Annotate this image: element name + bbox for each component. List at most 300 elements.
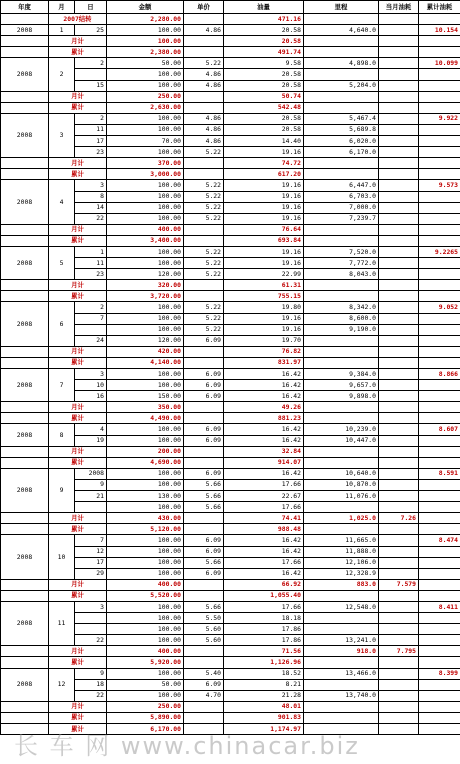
year-cell: 2008: [1, 601, 49, 645]
month-cell: 12: [49, 668, 75, 701]
day-cell: 29: [75, 568, 107, 579]
monthly-consumption-cell: [379, 113, 419, 124]
cumulative-consumption-cell: [419, 124, 460, 135]
year-cell: 2008: [1, 25, 49, 36]
empty-cell: [184, 513, 224, 524]
daily-row: [1, 58, 460, 69]
cumulative-amount: 2,380.00: [107, 47, 184, 58]
header-fuel: 油量: [224, 1, 304, 14]
fuel-cell: 16.42: [224, 369, 304, 380]
day-cell: [75, 624, 107, 635]
month-total-label: 月计: [49, 158, 107, 169]
mileage-cell: 12,106.0: [304, 557, 379, 568]
fuel-cell: 19.16: [224, 202, 304, 213]
empty-cell: [184, 590, 224, 601]
month-total-amount: 420.00: [107, 346, 184, 357]
cumulative-consumption-cell: [419, 269, 460, 280]
month-cell: 1: [49, 25, 75, 36]
header-year: 年度: [1, 1, 49, 14]
year-cell: 2008: [1, 535, 49, 579]
monthly-consumption-cell: [379, 58, 419, 69]
empty-cell: [184, 446, 224, 457]
empty-cell: [184, 169, 224, 180]
empty-cell: [1, 357, 49, 368]
amount-cell: 100.00: [107, 435, 184, 446]
month-consumption-value: [379, 346, 419, 357]
mileage-cell: 6,020.0: [304, 136, 379, 147]
empty-cell: [184, 291, 224, 302]
daily-row: [1, 25, 460, 36]
month-consumption-value: 7.26: [379, 513, 419, 524]
unit-price-cell: 5.60: [184, 624, 224, 635]
cumulative-row: [1, 413, 460, 424]
cumulative-label: 累计: [49, 47, 107, 58]
cumulative-fuel: 491.74: [224, 47, 304, 58]
fuel-cell: 20.58: [224, 80, 304, 91]
fuel-cell: 16.42: [224, 468, 304, 479]
header-month: 月: [49, 1, 75, 14]
empty-cell: [419, 91, 460, 102]
amount-cell: 100.00: [107, 302, 184, 313]
amount-cell: 100.00: [107, 380, 184, 391]
cumulative-consumption-value: 8.474: [419, 535, 460, 546]
empty-cell: [1, 724, 49, 735]
amount-cell: 50.00: [107, 679, 184, 690]
month-total-label: 月计: [49, 402, 107, 413]
empty-cell: [379, 657, 419, 668]
daily-row: [1, 535, 460, 546]
cumulative-consumption-cell: [419, 335, 460, 346]
cumulative-row: [1, 357, 460, 368]
cumulative-row: [1, 47, 460, 58]
amount-cell: 100.00: [107, 613, 184, 624]
cumulative-label: 累计: [49, 169, 107, 180]
mileage-cell: 8,043.0: [304, 269, 379, 280]
cumulative-consumption-value: 9.922: [419, 113, 460, 124]
day-cell: 12: [75, 546, 107, 557]
month-total-label: 月计: [49, 280, 107, 291]
empty-cell: [184, 357, 224, 368]
amount-cell: 100.00: [107, 690, 184, 701]
empty-cell: [379, 590, 419, 601]
fuel-cell: 19.16: [224, 324, 304, 335]
cumulative-label: 累计: [49, 457, 107, 468]
month-total-fuel: 48.01: [224, 701, 304, 712]
unit-price-cell: 5.60: [184, 635, 224, 646]
cumulative-amount: 3,000.00: [107, 169, 184, 180]
unit-price-cell: 5.66: [184, 601, 224, 612]
empty-cell: [1, 446, 49, 457]
header-row: [1, 1, 460, 14]
unit-price-cell: 5.22: [184, 58, 224, 69]
monthly-consumption-cell: [379, 635, 419, 646]
day-cell: 17: [75, 136, 107, 147]
mileage-cell: 6,447.0: [304, 180, 379, 191]
month-cell: 3: [49, 113, 75, 157]
cumulative-consumption-cell: [419, 136, 460, 147]
amount-cell: 100.00: [107, 313, 184, 324]
fuel-cell: 16.42: [224, 435, 304, 446]
day-cell: 17: [75, 557, 107, 568]
amount-cell: 100.00: [107, 479, 184, 490]
day-cell: 2: [75, 302, 107, 313]
month-consumption-value: [379, 224, 419, 235]
empty-cell: [304, 457, 379, 468]
mileage-cell: 6,703.0: [304, 191, 379, 202]
amount-cell: 100.00: [107, 180, 184, 191]
empty-cell: [1, 36, 49, 47]
monthly-consumption-cell: [379, 147, 419, 158]
month-consumption-value: [379, 36, 419, 47]
year-cell: 2008: [1, 369, 49, 402]
mileage-cell: 8,342.0: [304, 302, 379, 313]
cumulative-consumption-value: 8.607: [419, 424, 460, 435]
amount-cell: 100.00: [107, 213, 184, 224]
cumulative-consumption-cell: [419, 613, 460, 624]
month-total-label: 月计: [49, 701, 107, 712]
fuel-cell: 20.58: [224, 113, 304, 124]
month-total-fuel: 74.72: [224, 158, 304, 169]
mileage-cell: 13,466.0: [304, 668, 379, 679]
month-consumption-value: [379, 91, 419, 102]
cumulative-amount: 5,890.00: [107, 712, 184, 723]
carry-empty: [184, 14, 224, 25]
empty-cell: [1, 47, 49, 58]
mileage-cell: 8,600.0: [304, 313, 379, 324]
unit-price-cell: 6.09: [184, 568, 224, 579]
daily-row: [1, 468, 460, 479]
monthly-consumption-cell: [379, 568, 419, 579]
mileage-cell: 4,898.0: [304, 58, 379, 69]
cumulative-fuel: 755.15: [224, 291, 304, 302]
empty-cell: [379, 235, 419, 246]
empty-cell: [1, 346, 49, 357]
empty-cell: [184, 235, 224, 246]
cumulative-label: 累计: [49, 291, 107, 302]
unit-price-cell: 6.09: [184, 679, 224, 690]
month-consumption-value: [379, 402, 419, 413]
cumulative-label: 累计: [49, 590, 107, 601]
empty-cell: [1, 291, 49, 302]
empty-cell: [184, 579, 224, 590]
unit-price-cell: 6.09: [184, 535, 224, 546]
cumulative-consumption-value: 10.099: [419, 58, 460, 69]
month-cell: 9: [49, 468, 75, 512]
empty-cell: [419, 590, 460, 601]
day-cell: 2: [75, 113, 107, 124]
mileage-cell: 9,384.0: [304, 369, 379, 380]
month-total-row: [1, 579, 460, 590]
cumulative-fuel: 914.07: [224, 457, 304, 468]
empty-cell: [419, 457, 460, 468]
daily-row: [1, 369, 460, 380]
fuel-cell: 20.58: [224, 124, 304, 135]
empty-cell: [419, 357, 460, 368]
monthly-consumption-cell: [379, 601, 419, 612]
amount-cell: 100.00: [107, 69, 184, 80]
monthly-consumption-cell: [379, 491, 419, 502]
cumulative-consumption-cell: [419, 380, 460, 391]
empty-cell: [184, 457, 224, 468]
day-cell: 22: [75, 635, 107, 646]
month-total-row: [1, 224, 460, 235]
fuel-cell: 18.52: [224, 668, 304, 679]
day-cell: 1: [75, 246, 107, 257]
empty-cell: [184, 102, 224, 113]
day-cell: 15: [75, 80, 107, 91]
cumulative-consumption-cell: [419, 80, 460, 91]
month-total-row: [1, 36, 460, 47]
year-cell: 2008: [1, 424, 49, 446]
amount-cell: 100.00: [107, 502, 184, 513]
fuel-cell: 16.42: [224, 380, 304, 391]
month-total-label: 月计: [49, 346, 107, 357]
cumulative-amount: 4,490.00: [107, 413, 184, 424]
cumulative-amount: 3,400.00: [107, 235, 184, 246]
month-total-row: [1, 446, 460, 457]
header-cumulative-consumption: 累计油耗: [419, 1, 460, 14]
cumulative-row: [1, 457, 460, 468]
month-consumption-value: [379, 280, 419, 291]
monthly-consumption-cell: [379, 391, 419, 402]
month-total-row: [1, 91, 460, 102]
amount-cell: 70.00: [107, 136, 184, 147]
fuel-cell: 16.42: [224, 391, 304, 402]
day-cell: 7: [75, 313, 107, 324]
monthly-consumption-cell: [379, 180, 419, 191]
empty-cell: [379, 712, 419, 723]
fuel-cell: 17.86: [224, 635, 304, 646]
cumulative-consumption-cell: [419, 679, 460, 690]
day-cell: 3: [75, 601, 107, 612]
empty-cell: [419, 701, 460, 712]
carry-empty: [1, 14, 49, 25]
mileage-cell: 7,000.0: [304, 202, 379, 213]
amount-cell: 100.00: [107, 369, 184, 380]
month-total-fuel: 50.74: [224, 91, 304, 102]
unit-price-cell: 5.66: [184, 557, 224, 568]
month-total-row: [1, 513, 460, 524]
monthly-consumption-cell: [379, 435, 419, 446]
mileage-cell: 10,239.0: [304, 424, 379, 435]
cumulative-consumption-cell: [419, 624, 460, 635]
carry-empty: [379, 14, 419, 25]
amount-cell: 100.00: [107, 624, 184, 635]
unit-price-cell: 4.86: [184, 25, 224, 36]
month-total-label: 月计: [49, 646, 107, 657]
monthly-consumption-cell: [379, 69, 419, 80]
carry-amount: 2,280.00: [107, 14, 184, 25]
empty-cell: [304, 102, 379, 113]
mileage-cell: [304, 69, 379, 80]
fuel-cell: 16.42: [224, 546, 304, 557]
month-total-label: 月计: [49, 513, 107, 524]
mileage-cell: 5,467.4: [304, 113, 379, 124]
month-cell: 10: [49, 535, 75, 579]
fuel-cell: 17.86: [224, 624, 304, 635]
month-total-row: [1, 346, 460, 357]
extra-total-amount: 6,170.00: [107, 724, 184, 735]
cumulative-consumption-cell: [419, 191, 460, 202]
carry-empty: [419, 14, 460, 25]
cumulative-row: [1, 291, 460, 302]
cumulative-amount: 5,520.00: [107, 590, 184, 601]
cumulative-row: [1, 712, 460, 723]
month-total-amount: 430.00: [107, 513, 184, 524]
unit-price-cell: 4.86: [184, 136, 224, 147]
amount-cell: 50.00: [107, 58, 184, 69]
table-header: [1, 1, 460, 14]
cumulative-consumption-cell: [419, 147, 460, 158]
daily-row: [1, 113, 460, 124]
cumulative-label: 累计: [49, 235, 107, 246]
unit-price-cell: 4.86: [184, 80, 224, 91]
month-total-fuel: 71.56: [224, 646, 304, 657]
day-cell: 18: [75, 679, 107, 690]
day-cell: 3: [75, 369, 107, 380]
empty-cell: [184, 47, 224, 58]
cumulative-label: 累计: [49, 413, 107, 424]
empty-cell: [304, 235, 379, 246]
month-total-amount: 200.00: [107, 446, 184, 457]
cumulative-consumption-cell: [419, 202, 460, 213]
empty-cell: [379, 291, 419, 302]
header-monthly-consumption: 当月油耗: [379, 1, 419, 14]
year-cell: 2008: [1, 58, 49, 91]
mileage-cell: 9,657.0: [304, 380, 379, 391]
empty-cell: [184, 701, 224, 712]
month-total-mileage: [304, 346, 379, 357]
month-total-mileage: [304, 91, 379, 102]
month-total-row: [1, 158, 460, 169]
empty-cell: [184, 724, 224, 735]
monthly-consumption-cell: [379, 535, 419, 546]
cumulative-consumption-cell: [419, 479, 460, 490]
month-cell: 5: [49, 246, 75, 279]
month-total-mileage: [304, 158, 379, 169]
empty-cell: [379, 169, 419, 180]
empty-cell: [184, 646, 224, 657]
cumulative-consumption-cell: [419, 435, 460, 446]
empty-cell: [304, 413, 379, 424]
empty-cell: [1, 158, 49, 169]
fuel-cell: 14.40: [224, 136, 304, 147]
empty-cell: [419, 158, 460, 169]
month-total-mileage: [304, 36, 379, 47]
mileage-cell: 5,204.0: [304, 80, 379, 91]
empty-cell: [184, 224, 224, 235]
empty-cell: [184, 524, 224, 535]
day-cell: 11: [75, 124, 107, 135]
cumulative-consumption-value: 9.2265: [419, 246, 460, 257]
unit-price-cell: 4.86: [184, 124, 224, 135]
mileage-cell: [304, 624, 379, 635]
monthly-consumption-cell: [379, 546, 419, 557]
empty-cell: [1, 91, 49, 102]
empty-cell: [419, 402, 460, 413]
header-day: 日: [75, 1, 107, 14]
cumulative-amount: 5,920.00: [107, 657, 184, 668]
day-cell: 9: [75, 479, 107, 490]
amount-cell: 100.00: [107, 124, 184, 135]
month-total-label: 月计: [49, 91, 107, 102]
month-total-label: 月计: [49, 446, 107, 457]
monthly-consumption-cell: [379, 324, 419, 335]
unit-price-cell: 4.86: [184, 113, 224, 124]
empty-cell: [419, 291, 460, 302]
cumulative-fuel: 988.48: [224, 524, 304, 535]
cumulative-consumption-cell: [419, 557, 460, 568]
cumulative-fuel: 542.48: [224, 102, 304, 113]
monthly-consumption-cell: [379, 124, 419, 135]
cumulative-fuel: 901.83: [224, 712, 304, 723]
cumulative-row: [1, 657, 460, 668]
monthly-consumption-cell: [379, 302, 419, 313]
cumulative-fuel: 881.23: [224, 413, 304, 424]
month-total-fuel: 61.31: [224, 280, 304, 291]
cumulative-fuel: 1,055.40: [224, 590, 304, 601]
month-total-amount: 250.00: [107, 701, 184, 712]
monthly-consumption-cell: [379, 80, 419, 91]
monthly-consumption-cell: [379, 25, 419, 36]
amount-cell: 100.00: [107, 668, 184, 679]
mileage-cell: 9,898.0: [304, 391, 379, 402]
month-total-row: [1, 402, 460, 413]
cumulative-row: [1, 235, 460, 246]
monthly-consumption-cell: [379, 191, 419, 202]
unit-price-cell: 5.22: [184, 313, 224, 324]
mileage-cell: 6,170.0: [304, 147, 379, 158]
monthly-consumption-cell: [379, 557, 419, 568]
fuel-cell: 19.16: [224, 191, 304, 202]
cumulative-amount: 3,720.00: [107, 291, 184, 302]
empty-cell: [1, 280, 49, 291]
cumulative-consumption-cell: [419, 69, 460, 80]
month-total-amount: 400.00: [107, 579, 184, 590]
cumulative-label: 累计: [49, 524, 107, 535]
fuel-cell: 16.42: [224, 424, 304, 435]
empty-cell: [304, 724, 379, 735]
amount-cell: 100.00: [107, 202, 184, 213]
month-total-mileage: [304, 402, 379, 413]
fuel-cell: 21.28: [224, 690, 304, 701]
amount-cell: 100.00: [107, 546, 184, 557]
mileage-cell: 7,239.7: [304, 213, 379, 224]
empty-cell: [419, 524, 460, 535]
cumulative-fuel: 693.84: [224, 235, 304, 246]
empty-cell: [379, 357, 419, 368]
year-cell: 2008: [1, 180, 49, 224]
empty-cell: [184, 158, 224, 169]
fuel-cell: 19.70: [224, 335, 304, 346]
day-cell: [75, 69, 107, 80]
month-total-mileage: 1,025.0: [304, 513, 379, 524]
amount-cell: 100.00: [107, 601, 184, 612]
mileage-cell: 13,241.0: [304, 635, 379, 646]
empty-cell: [419, 657, 460, 668]
cumulative-fuel: 831.97: [224, 357, 304, 368]
monthly-consumption-cell: [379, 380, 419, 391]
cumulative-consumption-cell: [419, 690, 460, 701]
daily-row: [1, 246, 460, 257]
mileage-cell: 12,548.0: [304, 601, 379, 612]
amount-cell: 120.00: [107, 269, 184, 280]
fuel-cell: 8.21: [224, 679, 304, 690]
month-total-amount: 370.00: [107, 158, 184, 169]
empty-cell: [419, 280, 460, 291]
amount-cell: 100.00: [107, 258, 184, 269]
cumulative-consumption-cell: [419, 213, 460, 224]
